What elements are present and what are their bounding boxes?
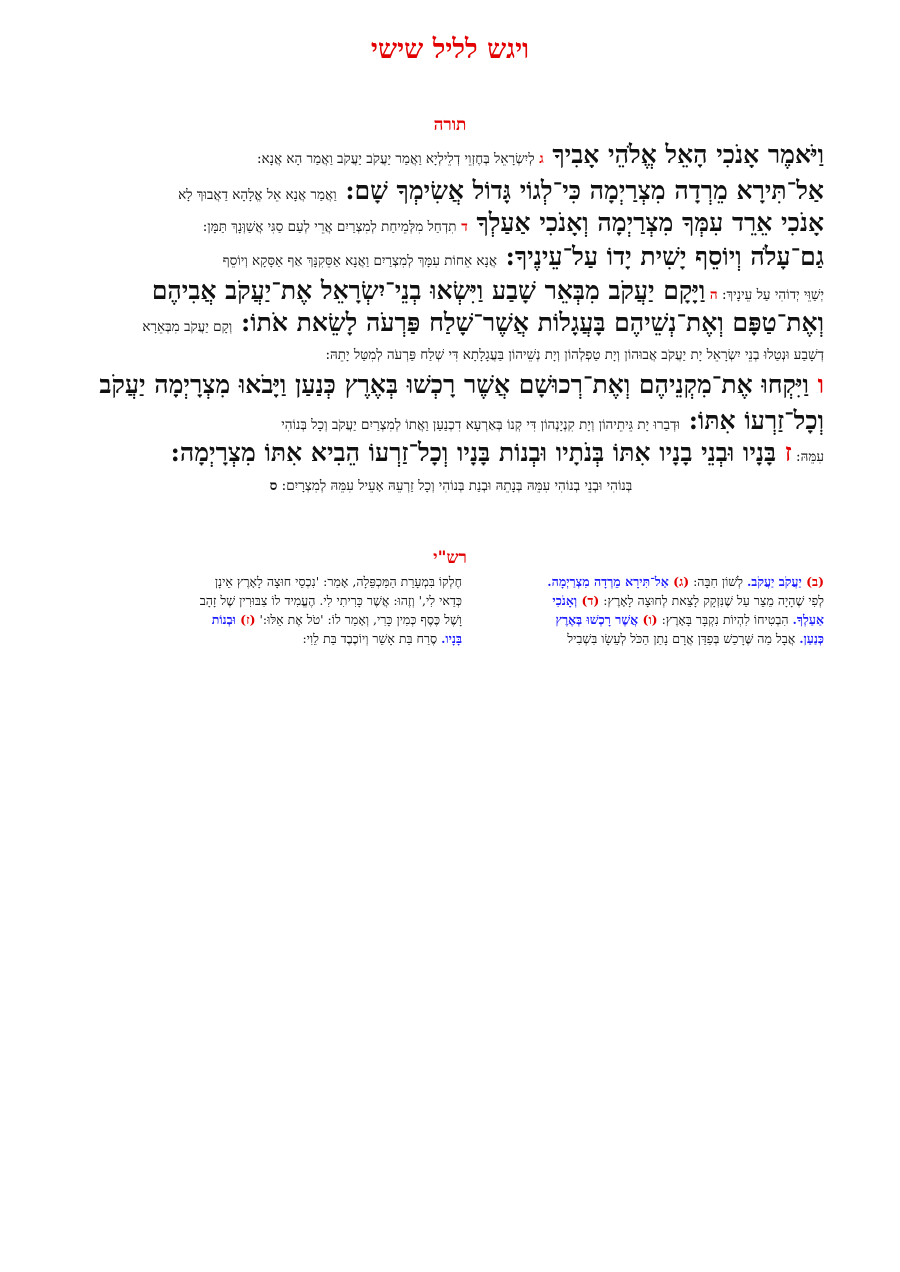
targum-text: תִדְחַל מִלְּמֵיחַת לְמִצְרַיִם אֲרֵי לְעַם סַגִּי אֲשַׁוְּנָךְ תַּמָּן: xyxy=(202,219,457,235)
rashi-left-column xyxy=(150,572,462,648)
targum-text: בְּנוֹהִי וּבְנֵי בְנוֹהִי עִמֵּהּ בְּנָתֵהּ וּבְנַת בְּנוֹהִי וְכָל זַרְעֵהּ אָעֵיל עִמֵּהּ לְמִצְרָיִם: xyxy=(277,478,633,494)
targum-text: וַאֲמַר אֲנָא אֵל אֱלָהָא דַאֲבוּךְ לָא xyxy=(178,187,337,203)
torah-line xyxy=(78,176,824,206)
torah-line xyxy=(78,370,824,400)
rashi-line xyxy=(462,610,824,629)
rashi-text: וָשֶׁל כֶּסֶף כְּמִין כָּרִי, וְאָמַר לוֹ: 'טֹל אֶת אֵלּוּ:' xyxy=(255,612,462,627)
targum-text: וְקָם יַעֲקֹב מִבְּאֵרָא xyxy=(142,319,233,335)
rashi-text: סֶרַח בַּת אָשֵׁר וְיוֹכֶבֶד בַּת לֵוִי: xyxy=(302,631,442,646)
targum-text: לְיִשְׂרָאֵל בְּחֶזְוֵי דְלֵילְיָא וַאֲמַר יַעֲקֹב יַעֲקֹב וַאֲמַר הָא אֲנָא: xyxy=(256,151,535,167)
torah-line xyxy=(78,276,824,306)
verse-number: ה xyxy=(705,287,718,303)
rashi-dibbur-hamatchil: אַעַלְךָ. xyxy=(792,612,824,627)
rashi-verse-ref: (ג) xyxy=(668,574,690,589)
rashi-dibbur-hamatchil: אֲשֶׁר רָכְשׁוּ בְּאֶרֶץ xyxy=(555,612,639,627)
targum-text: דְשָׁבַע וּנְטַלוּ בְנֵי יִשְׂרָאֵל יָת יַעֲקֹב אֲבוּהוֹן וְיָת טַפְלְהוֹן וְיָת נְשֵׁיהוֹן בַּעֲגָלָתָא דִּי שְׁלַח פַּרְעֹה לְמִטַּל יָתֵהּ: xyxy=(325,347,824,363)
rashi-text: הִבְטִיחוֹ לִהְיוֹת נִקְבָּר בָּאָרֶץ: xyxy=(657,612,793,627)
rashi-dibbur-hamatchil: אַל־תִּירָא מֵרְדָה מִצְרַיְמָה. xyxy=(547,574,669,589)
rashi-right-column xyxy=(462,572,824,648)
targum-text: יְשַׁוֵּי יְדוֹהִי עַל עֵינָיךְ: xyxy=(717,287,824,303)
torah-line xyxy=(78,242,824,272)
rashi-verse-ref: (ז) xyxy=(235,612,256,627)
torah-line xyxy=(78,344,824,363)
setuma-marker: ס xyxy=(269,478,278,494)
torah-heading: תורה xyxy=(433,115,467,135)
rashi-text: לְשׁוֹן חִבָּה: xyxy=(689,574,747,589)
rashi-line xyxy=(462,629,824,648)
rashi-line xyxy=(462,591,824,610)
torah-line xyxy=(78,308,824,338)
verse-text: וְכָל־זַרְעוֹ אִתּוֹ: xyxy=(679,406,824,435)
verse-number: ד xyxy=(456,219,468,235)
verse-text: אַל־תִּירָא מֵרְדָה מִצְרַיְמָה כִּי־לְגוֹי גָּדוֹל אֲשִׂימְךָ שָׁם: xyxy=(336,176,824,205)
page-title: ויגש לליל שישי xyxy=(370,34,530,65)
torah-line xyxy=(78,475,824,494)
torah-line xyxy=(78,208,824,238)
rashi-text: כְּדַאי לִי,' וְזֶהוּ: אֲשֶׁר כָּרִיתִי לִי. הֶעֱמִיד לוֹ צִבּוּרִין שֶׁל זָהָב xyxy=(199,593,462,608)
verse-text: גַם־עָלֹה וְיוֹסֵף יָשִׁית יָדוֹ עַל־עֵינֶיךָ: xyxy=(496,242,824,271)
rashi-text: אֲבָל מַה שֶּׁרָכַשׁ בְּפַדַּן אֲרָם נָתַן הַכֹּל לְעֵשָׂו בִּשְׁבִיל xyxy=(567,631,800,646)
rashi-line xyxy=(150,610,462,629)
rashi-dibbur-hamatchil: וּבְנוֹת xyxy=(211,612,236,627)
verse-number: ג xyxy=(534,151,544,167)
targum-text: אֲנָא אֵחוֹת עִמָּךְ לְמִצְרַיִם וַאֲנָא אַסֵּקִנָּךְ אַף אַסָּקָא וְיוֹסֵף xyxy=(222,253,497,269)
rashi-dibbur-hamatchil: וְאָנֹכִי xyxy=(552,593,578,608)
verse-text: וְאֶת־טַפָּם וְאֶת־נְשֵׁיהֶם בָּעֲגָלוֹת אֲשֶׁר־שָׁלַח פַּרְעֹה לָשֵׂאת אֹתוֹ: xyxy=(232,308,824,337)
rashi-verse-ref: (ו) xyxy=(638,612,658,627)
rashi-verse-ref: (ד) xyxy=(577,593,600,608)
verse-text: בָּנָיו וּבְנֵי בָנָיו אִתּוֹ בְּנֹתָיו וּבְנוֹת בָּנָיו וְכָל־זַרְעוֹ הֵבִיא אִתּוֹ מִצְרָיְמָה: xyxy=(170,438,777,467)
rashi-dibbur-hamatchil: כְּנַעַן. xyxy=(799,631,824,646)
verse-text: וַיֹּאמֶר אָנֹכִי הָאֵל אֱלֹהֵי אָבִיךָ xyxy=(543,140,824,169)
rashi-dibbur-hamatchil: בָּנָיו. xyxy=(441,631,462,646)
verse-text: וַיִּקְחוּ אֶת־מִקְנֵיהֶם וְאֶת־רְכוּשָׁם אֲשֶׁר רָכְשׁוּ בְּאֶרֶץ כְּנַעַן וַיָּבֹאוּ מִצְרָיְמָה יַעֲקֹב xyxy=(99,370,809,399)
rashi-line xyxy=(462,572,824,591)
targum-text: וּדְבַרוּ יָת גֵּיתֵיהוֹן וְיָת קִנְיָנְהוֹן דִּי קְנוֹ בְּאַרְעָא דִכְנַעַן וַאֲתוֹ לְמִצְרַיִם יַעֲקֹב וְכָל בְּנוֹהִי xyxy=(281,417,680,433)
targum-text: עִמֵּהּ: xyxy=(791,449,824,465)
verse-text: אָנֹכִי אֵרֵד עִמְּךָ מִצְרַיְמָה וְאָנֹכִי אַעַלְךָ xyxy=(467,208,824,237)
torah-line xyxy=(78,406,824,436)
verse-number: ו xyxy=(808,370,824,399)
torah-line xyxy=(78,438,824,468)
rashi-heading: רש"י xyxy=(433,548,467,568)
verse-number: ז xyxy=(776,438,792,467)
rashi-text: חֶלְקוֹ בִּמְעָרַת הַמַּכְפֵּלָה, אָמַר: 'נִכְסֵי חוּצָה לָאָרֶץ אֵינָן xyxy=(214,574,462,589)
torah-line xyxy=(78,140,824,170)
rashi-verse-ref: (ב) xyxy=(801,574,824,589)
rashi-line xyxy=(150,629,462,648)
rashi-text: לְפִי שֶׁהָיָה מֵצֵר עַל שֶׁנִּזְקָק לָצֵאת לְחוּצָה לָאָרֶץ: xyxy=(599,593,824,608)
rashi-line xyxy=(150,572,462,591)
rashi-line xyxy=(150,591,462,610)
rashi-dibbur-hamatchil: יַעֲקֹב יַעֲקֹב. xyxy=(746,574,802,589)
verse-text: וַיָּקָם יַעֲקֹב מִבְּאֵר שָׁבַע וַיִּשְׂאוּ בְנֵי־יִשְׂרָאֵל אֶת־יַעֲקֹב אֲבִיהֶם xyxy=(151,276,706,305)
